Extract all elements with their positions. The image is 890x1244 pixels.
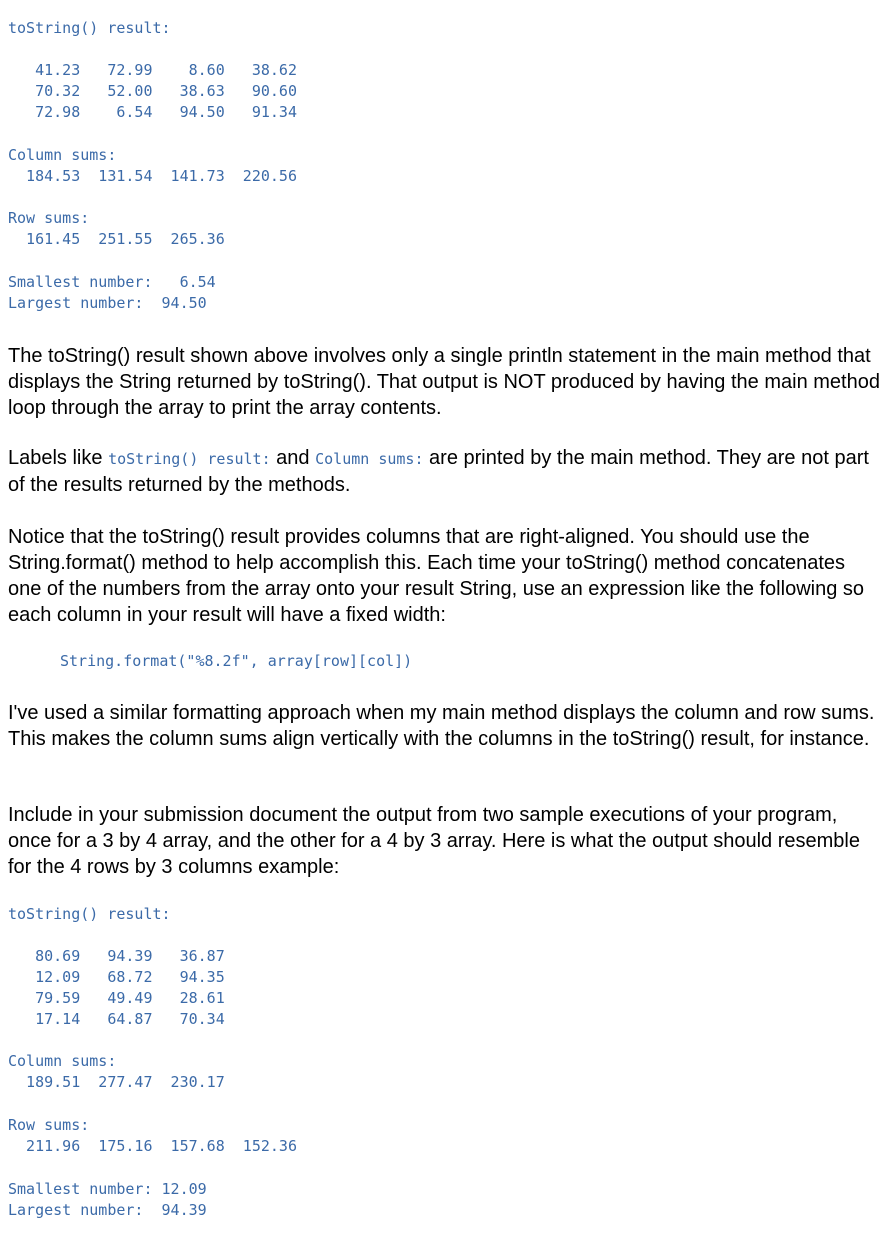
output1-column-sums: 184.53 131.54 141.73 220.56 xyxy=(8,167,297,185)
paragraph-similar-formatting: I've used a similar formatting approach when my main method displays the column and row sums. This makes the column sums align vertically with the columns in the toString() result, for instance. xyxy=(8,702,875,750)
paragraph-labels xyxy=(8,445,882,498)
inline-code-column-sums-label: Column sums: xyxy=(315,450,424,468)
output2-matrix: 80.69 94.39 36.87 12.09 68.72 94.35 79.59 49.49 28.61 17.14 64.87 70.34 xyxy=(35,947,225,1028)
output1-row-sums-label: Row sums: xyxy=(8,209,90,227)
output1-column-sums-label: Column sums: xyxy=(8,146,117,164)
output1-matrix: 41.23 72.99 8.60 38.62 70.32 52.00 38.63 90.60 72.98 6.54 94.50 91.34 xyxy=(35,61,297,121)
paragraph-submission: Include in your submission document the output from two sample executions of your program, once for a 3 by 4 array, and the other for a 4 by 3 array. Here is what the output should resemble for the 4 rows by 3 columns example: xyxy=(8,804,860,878)
paragraph-right-aligned: Notice that the toString() result provides columns that are right-aligned. You should use the String.format() method to help accomplish this. Each time your toString() method concatenates one of the numbers from the array onto your result String, use an expression like the following so each column in your result will have a fixed width: xyxy=(8,526,865,626)
output1-smallest: Smallest number: 6.54 xyxy=(8,273,216,291)
output2-smallest: Smallest number: 12.09 xyxy=(8,1180,207,1198)
paragraph-labels-suffix: are printed by the main method. They are not part of the results returned by the methods. xyxy=(8,447,869,496)
output2-row-sums: 211.96 175.16 157.68 152.36 xyxy=(8,1137,297,1155)
output2-column-sums-label: Column sums: xyxy=(8,1052,117,1070)
output2-largest: Largest number: 94.39 xyxy=(8,1201,207,1219)
output1-row-sums: 161.45 251.55 265.36 xyxy=(8,230,225,248)
code-example-string-format: String.format("%8.2f", array[row][col]) xyxy=(60,652,413,670)
output1-largest: Largest number: 94.50 xyxy=(8,294,207,312)
output2-row-sums-label: Row sums: xyxy=(8,1116,90,1134)
output1-tostring-label: toString() result: xyxy=(8,19,171,37)
paragraph-labels-prefix: Labels like xyxy=(8,447,109,469)
paragraph-labels-middle: and xyxy=(270,447,316,469)
inline-code-tostring-label: toString() result: xyxy=(108,450,271,468)
paragraph-tostring-println: The toString() result shown above involves only a single println statement in the main method that displays the String returned by toString(). That output is NOT produced by having the main method loop through the array to print the array contents. xyxy=(8,345,880,419)
output2-column-sums: 189.51 277.47 230.17 xyxy=(8,1073,225,1091)
output2-tostring-label: toString() result: xyxy=(8,905,171,923)
